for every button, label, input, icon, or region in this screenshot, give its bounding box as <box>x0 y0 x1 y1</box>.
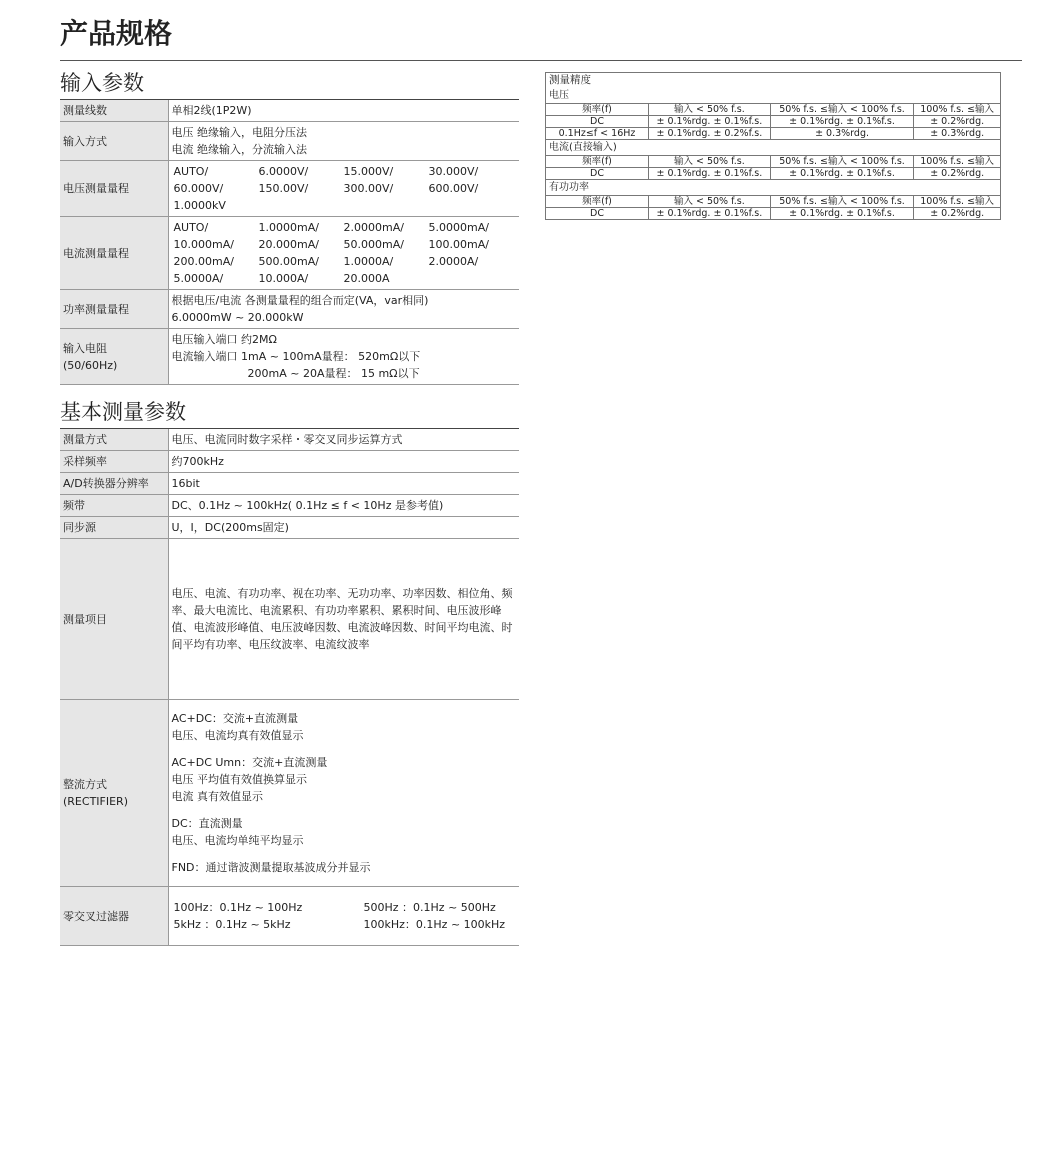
accuracy-table: 测量精度 电压 频率(f) 输入 < 50% f.s. 50% f.s. ≤输入 < 100% f.s. 100% f.s. ≤输入 DC ± 0.1%rdg. ± 0.1%f.s. ± 0.1%rdg. ± 0.1%f.s. ± 0.2%rdg. 0.1Hz≤f < 16Hz ± 0.1%rdg. ± 0.2%f.s. ± 0.3%rdg. ± 0.3%rdg. 电流(直接输入) 频率(f) 输入 < 50% f.s. 50% f.s. ≤输入 < 100% f.s. 100% f.s. ≤输入 DC ± 0.1%rdg. ± 0.1%f.s. ± 0.1%rdg. ± 0.1%f.s. ± 0.2%rdg. 有功功率 频率(f) 输入 < 50% f.s. 50% f.s. ≤输入 < 100% f.s. 100% f.s. ≤输入 DC ± 0.1%rdg. ± 0.1%f.s. ± 0.1%rdg. ± 0.1%f.s. ± 0.2%rdg. <box>545 72 1001 220</box>
table-row: 同步源 U，I，DC(200ms固定) <box>60 517 519 539</box>
table-row: A/D转换器分辨率 16bit <box>60 473 519 495</box>
table-row: 零交叉过滤器 100Hz：0.1Hz ~ 100Hz 500Hz ：0.1Hz ~ 500Hz 5kHz ：0.1Hz ~ 5kHz 100kHz：0.1Hz ~ 100kHz <box>60 887 519 946</box>
table-row: 0.1Hz≤f < 16Hz ± 0.1%rdg. ± 0.2%f.s. ± 0.3%rdg. ± 0.3%rdg. <box>546 128 1001 140</box>
table-row: 输入方式 电压 绝缘输入，电阻分压法 电流 绝缘输入，分流输入法 <box>60 122 519 161</box>
table-row: DC ± 0.1%rdg. ± 0.1%f.s. ± 0.1%rdg. ± 0.1%f.s. ± 0.2%rdg. <box>546 208 1001 220</box>
table-row: 测量线数 单相2线(1P2W) <box>60 100 519 122</box>
table-row: 测量方式 电压、电流同时数字采样・零交叉同步运算方式 <box>60 429 519 451</box>
title-rule <box>60 60 1022 61</box>
basic-params-table <box>60 429 519 946</box>
input-section-heading: 输入参数 <box>60 66 519 100</box>
table-row: DC ± 0.1%rdg. ± 0.1%f.s. ± 0.1%rdg. ± 0.1%f.s. ± 0.2%rdg. <box>546 116 1001 128</box>
table-row: 频率(f) 输入 < 50% f.s. 50% f.s. ≤输入 < 100% f.s. 100% f.s. ≤输入 <box>546 196 1001 208</box>
table-row: 采样频率 约700kHz <box>60 451 519 473</box>
right-column <box>545 72 1001 220</box>
table-row: 频带 DC、0.1Hz ~ 100kHz( 0.1Hz ≤ f < 10Hz 是参考值) <box>60 495 519 517</box>
table-row: 输入电阻 (50/60Hz) 电压输入端口 约2MΩ 电流输入端口 1mA ~ 100mA量程： 520mΩ以下 200mA ~ 20A量程： 15 mΩ以下 <box>60 329 519 385</box>
table-row: 整流方式 (RECTIFIER) AC+DC：交流+直流测量 电压、电流均真有效值显示 AC+DC Umn：交流+直流测量 电压 平均值有效值换算显示 电流 真有效值显示 DC：直流测量 电压、电流均单纯平均显示 FND：通过谐波测量提取基波成分并显示 <box>60 700 519 887</box>
table-row: 功率测量量程 根据电压/电流 各测量量程的组合而定(VA，var相同) 6.0000mW ~ 20.000kW <box>60 290 519 329</box>
left-column <box>60 66 519 946</box>
page-title: 产品规格 <box>60 17 173 50</box>
table-row: 频率(f) 输入 < 50% f.s. 50% f.s. ≤输入 < 100% f.s. 100% f.s. ≤输入 <box>546 156 1001 168</box>
input-params-table <box>60 100 519 385</box>
table-row: DC ± 0.1%rdg. ± 0.1%f.s. ± 0.1%rdg. ± 0.1%f.s. ± 0.2%rdg. <box>546 168 1001 180</box>
table-row: 电流测量量程 AUTO/ 1.0000mA/ 2.0000mA/ 5.0000mA/ 10.000mA/ 20.000mA/ 50.000mA/ 100.00mA/ 200.00mA/ 500.00mA/ 1.0000A/ 2.0000A/ 5.0000A/ 10.000A/ 20.000A <box>60 217 519 290</box>
basic-section-heading: 基本测量参数 <box>60 395 519 429</box>
table-row: 频率(f) 输入 < 50% f.s. 50% f.s. ≤输入 < 100% f.s. 100% f.s. ≤输入 <box>546 104 1001 116</box>
table-row: 电压测量量程 AUTO/ 6.0000V/ 15.000V/ 30.000V/ 60.000V/ 150.00V/ 300.00V/ 600.00V/ 1.0000kV <box>60 161 519 217</box>
voltage-ranges: AUTO/ 6.0000V/ 15.000V/ 30.000V/ 60.000V/ 150.00V/ 300.00V/ 600.00V/ 1.0000kV <box>173 165 479 212</box>
current-ranges: AUTO/ 1.0000mA/ 2.0000mA/ 5.0000mA/ 10.000mA/ 20.000mA/ 50.000mA/ 100.00mA/ 200.00mA/ 500.00mA/ 1.0000A/ 2.0000A/ 5.0000A/ 10.000A/ 20.000A <box>173 221 489 285</box>
table-row: 测量项目 电压、电流、有功功率、视在功率、无功功率、功率因数、相位角、频率、最大电流比、电流累积、有功功率累积、累积时间、电压波形峰值、电流波形峰值、电压波峰因数、电流波峰因数、时间平均电流、时间平均有功率、电压纹波率、电流纹波率 <box>60 539 519 700</box>
